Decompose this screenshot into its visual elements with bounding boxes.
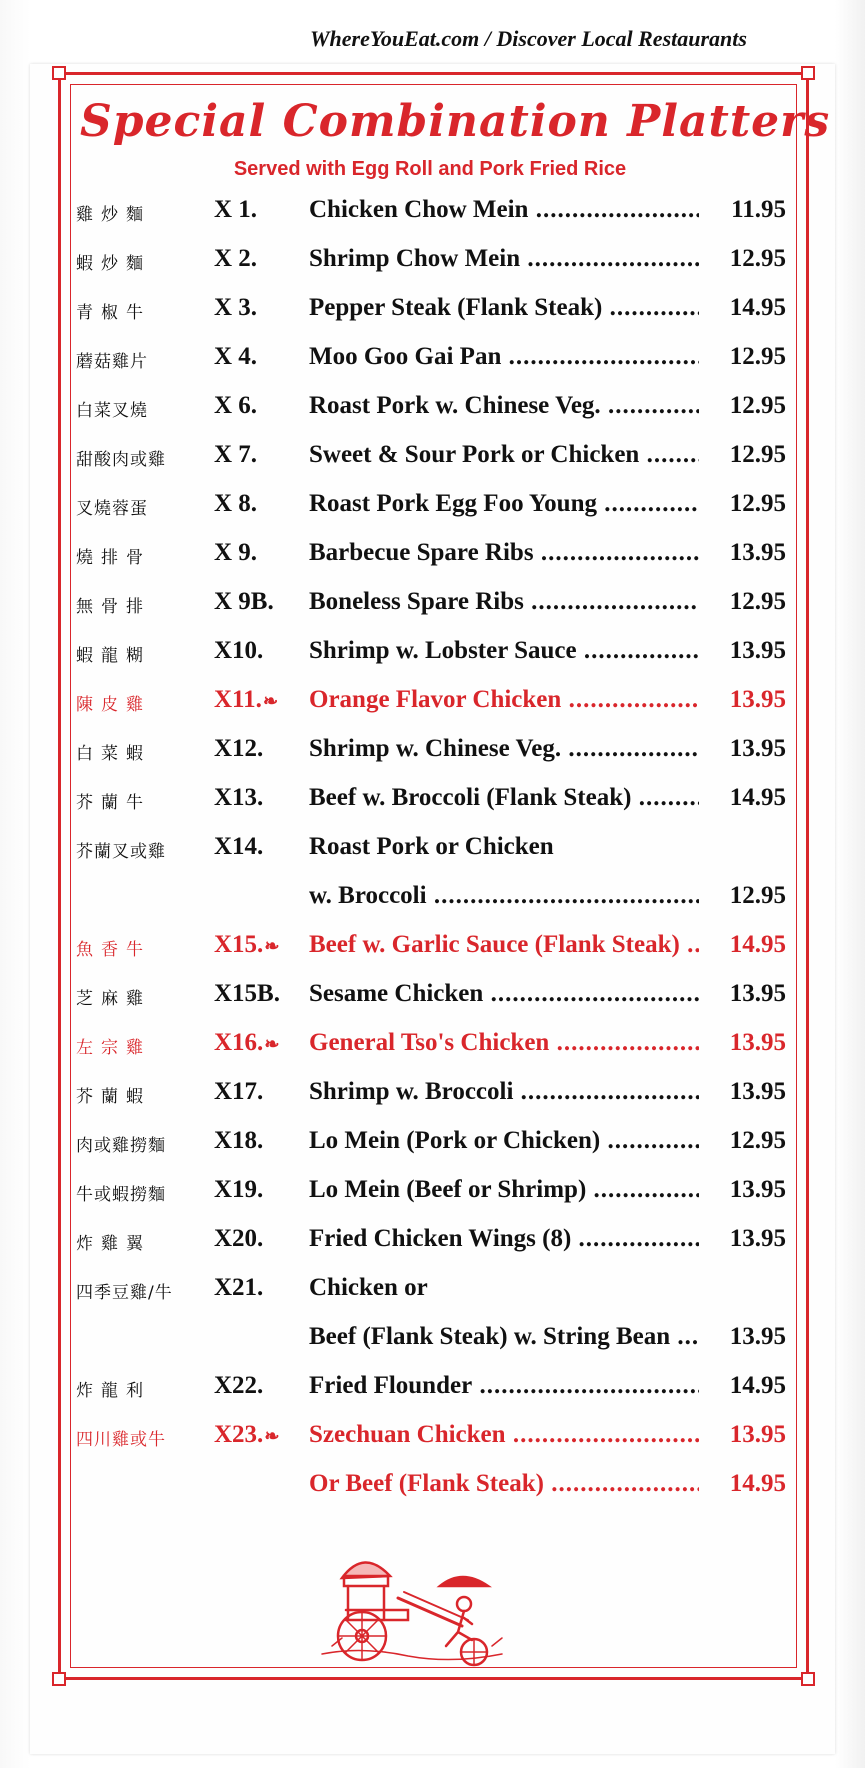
menu-item-price-alt: 14.95 <box>729 1470 786 1497</box>
menu-item-code-text: X13. <box>214 784 264 811</box>
menu-item-chinese-name: 芥蘭牛 <box>76 793 151 813</box>
menu-item <box>76 1225 786 1274</box>
menu-item-name: Fried Flounder ..... <box>309 1372 699 1400</box>
menu-item-name: Shrimp w. Broccoli ..... <box>309 1078 699 1106</box>
menu-item-chinese-name: 甜酸肉或雞 <box>76 450 166 470</box>
menu-item-price: 13.95 <box>729 1323 786 1350</box>
menu-item-price: 13.95 <box>729 637 786 664</box>
menu-item-price: 13.95 <box>729 539 786 566</box>
menu-item-price: 13.95 <box>729 1078 786 1105</box>
menu-item-code-text: X18. <box>214 1127 264 1154</box>
menu-item-code-text: X 4. <box>214 343 258 370</box>
menu-item <box>76 980 786 1029</box>
menu-item-name: Chicken Chow Mein ..... <box>309 196 699 224</box>
menu-item-code <box>214 931 304 959</box>
menu-item-code-text: X12. <box>214 735 264 762</box>
menu-item <box>76 1029 786 1078</box>
menu-item-chinese-name: 蘑菇雞片 <box>76 352 148 372</box>
menu-item-name: Roast Pork w. Chinese Veg. ..... <box>309 392 699 420</box>
menu-item-chinese-name: 左宗雞 <box>76 1038 151 1058</box>
menu-item-code <box>214 833 304 861</box>
menu-item <box>76 588 786 637</box>
red-pepper-icon: ❧ <box>264 1034 280 1054</box>
menu-item <box>76 1274 786 1372</box>
menu-item-chinese-name: 燒排骨 <box>76 548 151 568</box>
menu-item-price: 13.95 <box>729 980 786 1007</box>
menu-item-code <box>214 245 304 273</box>
menu-item-price: 14.95 <box>729 294 786 321</box>
menu-item-name: Shrimp w. Chinese Veg. ..... <box>309 735 699 763</box>
menu-item-code <box>214 294 304 322</box>
menu-item-code-text: X10. <box>214 637 264 664</box>
menu-item-code-text: X 1. <box>214 196 258 223</box>
menu-item <box>76 245 786 294</box>
menu-item-code-text: X14. <box>214 833 264 860</box>
menu-item-code <box>214 441 304 469</box>
menu-item-code <box>214 784 304 812</box>
menu-item <box>76 784 786 833</box>
border-corner-ornament <box>52 66 66 80</box>
menu-item <box>76 490 786 539</box>
menu-item-chinese-name: 芝麻雞 <box>76 989 151 1009</box>
menu-item-name-line2: Or Beef (Flank Steak) ..... <box>309 1470 699 1498</box>
border-corner-ornament <box>52 1672 66 1686</box>
menu-item-chinese-name: 炸雞翼 <box>76 1234 151 1254</box>
menu-item-name: Roast Pork or Chicken <box>309 833 554 860</box>
menu-item-price: 12.95 <box>729 343 786 370</box>
menu-item-code-text: X 6. <box>214 392 258 419</box>
menu-item <box>76 441 786 490</box>
menu-item-chinese-name: 青椒牛 <box>76 303 151 323</box>
menu-item-code <box>214 1225 304 1253</box>
menu-item <box>76 686 786 735</box>
border-corner-ornament <box>801 66 815 80</box>
menu-title: Special Combination Platters <box>80 96 831 147</box>
menu-item-price: 13.95 <box>729 1421 786 1448</box>
menu-item-chinese-name: 蝦龍糊 <box>76 646 151 666</box>
rickshaw-illustration <box>312 1528 512 1668</box>
menu-item-name: Lo Mein (Beef or Shrimp) ..... <box>309 1176 699 1204</box>
menu-item <box>76 735 786 784</box>
menu-item-name: Boneless Spare Ribs ..... <box>309 588 699 616</box>
menu-item-price: 14.95 <box>729 1372 786 1399</box>
menu-item <box>76 637 786 686</box>
menu-item <box>76 1176 786 1225</box>
menu-item-name: Shrimp Chow Mein ..... <box>309 245 699 273</box>
menu-item <box>76 343 786 392</box>
menu-item-chinese-name: 魚香牛 <box>76 940 151 960</box>
menu-item-chinese-name: 無骨排 <box>76 597 151 617</box>
menu-item-name: Sweet & Sour Pork or Chicken ..... <box>309 441 699 469</box>
menu-item <box>76 1078 786 1127</box>
menu-item-code-text: X 3. <box>214 294 258 321</box>
menu-item-price: 12.95 <box>729 392 786 419</box>
menu-item-code-text: X22. <box>214 1372 264 1399</box>
red-pepper-icon: ❧ <box>262 691 279 711</box>
menu-item-chinese-name: 四季豆雞/牛 <box>76 1283 173 1303</box>
menu-item-name: Barbecue Spare Ribs ..... <box>309 539 699 567</box>
menu-item-chinese-name: 四川雞或牛 <box>76 1430 166 1450</box>
menu-item-code <box>214 1372 304 1400</box>
menu-item-name-line2: Beef (Flank Steak) w. String Bean ..... <box>309 1323 699 1351</box>
menu-item-code-text: X 9B. <box>214 588 274 615</box>
menu-item-price: 14.95 <box>729 784 786 811</box>
red-pepper-icon: ❧ <box>264 1426 280 1446</box>
menu-item-chinese-name: 白菜叉燒 <box>76 401 148 421</box>
menu-subtitle: Served with Egg Roll and Pork Fried Rice <box>233 158 627 180</box>
menu-item-name: Fried Chicken Wings (8) ..... <box>309 1225 699 1253</box>
menu-item-code-text: X21. <box>214 1274 264 1301</box>
menu-item-name: Beef w. Broccoli (Flank Steak) ..... <box>309 784 699 812</box>
menu-item-price: 14.95 <box>729 931 786 958</box>
site-credit[interactable]: WhereYouEat.com / Discover Local Restaurants <box>310 26 747 51</box>
menu-item <box>76 1372 786 1421</box>
menu-item-code-text: X 2. <box>214 245 258 272</box>
menu-item-list <box>76 196 786 1519</box>
menu-item-code-text: X 8. <box>214 490 258 517</box>
menu-item-chinese-name: 白菜蝦 <box>76 744 151 764</box>
menu-item-code-text: X17. <box>214 1078 264 1105</box>
menu-item-code-text: X 7. <box>214 441 258 468</box>
menu-item-price: 12.95 <box>729 490 786 517</box>
menu-item <box>76 392 786 441</box>
menu-item-price: 13.95 <box>729 735 786 762</box>
menu-item-price: 13.95 <box>729 1176 786 1203</box>
menu-item-chinese-name: 陳皮雞 <box>76 695 151 715</box>
menu-item-code-text: X15B. <box>214 980 280 1007</box>
red-pepper-icon: ❧ <box>264 936 280 956</box>
menu-item-code <box>214 735 304 763</box>
menu-item-code <box>214 588 304 616</box>
menu-item-code <box>214 1078 304 1106</box>
menu-item-name: Sesame Chicken ..... <box>309 980 699 1008</box>
menu-item-code <box>214 637 304 665</box>
menu-item-code <box>214 980 304 1008</box>
menu-item-code <box>214 392 304 420</box>
menu-item-code <box>214 196 304 224</box>
menu-item-chinese-name: 肉或雞撈麵 <box>76 1136 166 1156</box>
border-corner-ornament <box>801 1672 815 1686</box>
menu-item <box>76 539 786 588</box>
menu-item-code <box>214 1127 304 1155</box>
menu-item-code <box>214 1274 304 1302</box>
menu-item-name: Pepper Steak (Flank Steak) ..... <box>309 294 699 322</box>
menu-item <box>76 1127 786 1176</box>
menu-item-price: 13.95 <box>729 1029 786 1056</box>
menu-item-price: 13.95 <box>729 1225 786 1252</box>
menu-item-code-text: X 9. <box>214 539 258 566</box>
menu-item-price: 12.95 <box>729 441 786 468</box>
menu-item-name: Orange Flavor Chicken ..... <box>309 686 699 714</box>
menu-item-code-text: X11. <box>214 686 262 713</box>
menu-item-code <box>214 1421 304 1449</box>
menu-item-name: Lo Mein (Pork or Chicken) ..... <box>309 1127 699 1155</box>
menu-item-price: 12.95 <box>729 1127 786 1154</box>
menu-item <box>76 833 786 931</box>
menu-item-code <box>214 686 304 714</box>
menu-item-price: 12.95 <box>729 245 786 272</box>
menu-item-name: Szechuan Chicken ..... <box>309 1421 699 1449</box>
menu-item-price: 12.95 <box>729 882 786 909</box>
menu-item-name-line2: w. Broccoli ..... <box>309 882 699 910</box>
menu-item-code-text: X23. <box>214 1421 264 1448</box>
menu-item-code-text: X20. <box>214 1225 264 1252</box>
menu-item-name: Chicken or <box>309 1274 428 1301</box>
menu-item-chinese-name: 芥蘭叉或雞 <box>76 842 166 862</box>
menu-item-code-text: X19. <box>214 1176 264 1203</box>
menu-item <box>76 931 786 980</box>
menu-item-name: General Tso's Chicken ..... <box>309 1029 699 1057</box>
menu-item-code-text: X16. <box>214 1029 264 1056</box>
menu-item-chinese-name: 雞炒麵 <box>76 205 151 225</box>
menu-item-chinese-name: 叉燒蓉蛋 <box>76 499 148 519</box>
menu-item-name: Beef w. Garlic Sauce (Flank Steak) ..... <box>309 931 699 959</box>
menu-item <box>76 1421 786 1519</box>
menu-item-code <box>214 1029 304 1057</box>
menu-item-code <box>214 343 304 371</box>
menu-item-name: Shrimp w. Lobster Sauce ..... <box>309 637 699 665</box>
menu-item-price: 11.95 <box>731 196 786 223</box>
menu-item-code-text: X15. <box>214 931 264 958</box>
menu-item <box>76 196 786 245</box>
menu-item-chinese-name: 蝦炒麵 <box>76 254 151 274</box>
menu-item-chinese-name: 炸龍利 <box>76 1381 151 1401</box>
menu-item-price: 13.95 <box>729 686 786 713</box>
menu-item-chinese-name: 芥蘭蝦 <box>76 1087 151 1107</box>
menu-item-name: Roast Pork Egg Foo Young ..... <box>309 490 699 518</box>
menu-item-code <box>214 539 304 567</box>
menu-item <box>76 294 786 343</box>
menu-item-chinese-name: 牛或蝦撈麵 <box>76 1185 166 1205</box>
menu-item-price: 12.95 <box>729 588 786 615</box>
menu-item-name: Moo Goo Gai Pan ..... <box>309 343 699 371</box>
menu-item-code <box>214 490 304 518</box>
menu-item-code <box>214 1176 304 1204</box>
